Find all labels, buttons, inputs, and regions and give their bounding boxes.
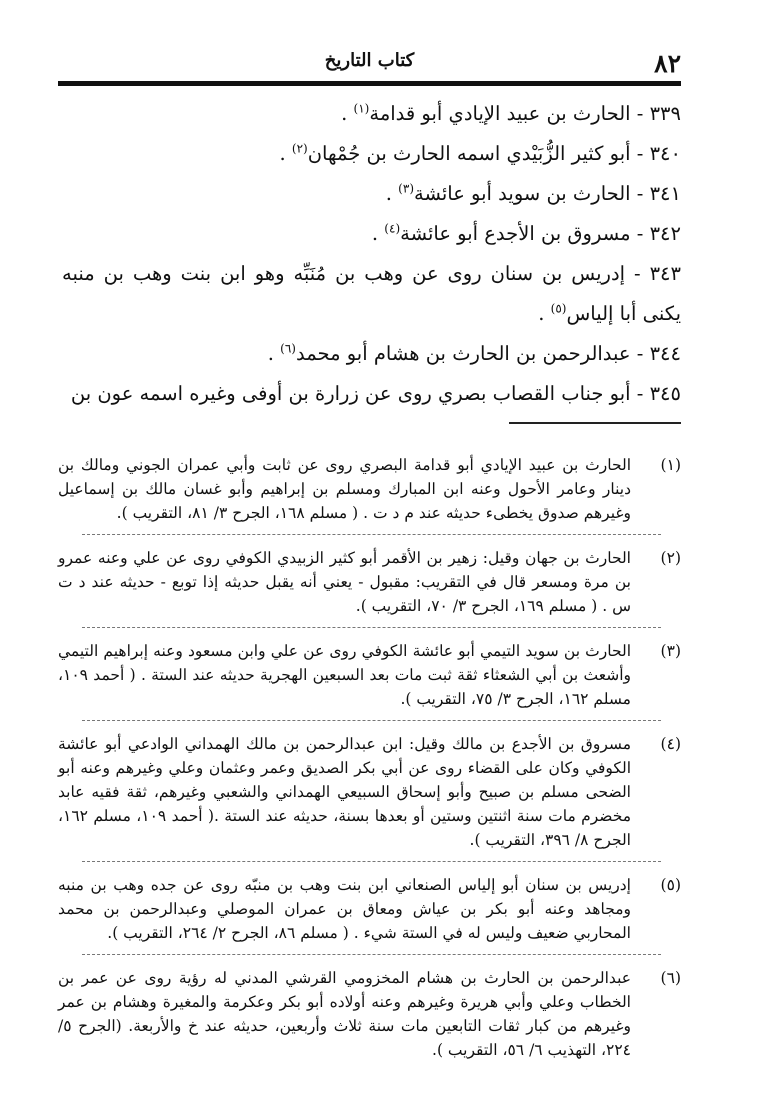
entry-text: أبو كثير الزُّبَيْدي اسمه الحارث بن جُمْهان — [307, 142, 631, 165]
entry-tail: . — [267, 342, 281, 365]
footnote-divider — [82, 720, 661, 722]
entry-340 — [62, 134, 681, 174]
footnote-4 — [58, 732, 681, 852]
footnote-ref: (٢) — [291, 141, 308, 156]
footnote-divider — [82, 954, 661, 956]
entry-text: عبدالرحمن بن الحارث بن هشام أبو محمد — [295, 342, 631, 365]
entry-number: ٣٤١ — [649, 182, 681, 205]
entry-separator: - — [630, 382, 650, 405]
footnote-ref: (٣) — [398, 181, 414, 196]
entry-text: الحارث بن سويد أبو عائشة — [414, 182, 631, 205]
footnote-text: الحارث بن سويد التيمي أبو عائشة الكوفي روى عن علي وابن مسعود وعنه إبراهيم التيمي وأشعث بن أبي الشعثاء ثقة ثبت مات بعد السبعين الهجرية حديثه عند الستة . ( أحمد ١٠٩، مسلم ١٦٢، الجرح ٣/ ٧٥، التقريب ). — [58, 642, 632, 708]
running-title: كتاب التاريخ — [324, 50, 415, 71]
entry-number: ٣٤٥ — [649, 382, 681, 405]
entry-text: أبو جناب القصاب بصري روى عن زرارة بن أوفى وغيره اسمه عون بن — [70, 382, 631, 405]
footnote-5 — [58, 873, 681, 945]
entry-343 — [62, 254, 681, 334]
footnote-ref: (٤) — [384, 221, 401, 236]
header-rule — [58, 81, 681, 86]
footnote-marker: (١) — [660, 456, 681, 474]
entry-separator: - — [630, 142, 650, 165]
entry-342 — [62, 214, 681, 254]
footnote-2 — [58, 546, 681, 618]
footnote-3 — [58, 639, 681, 711]
footnote-1 — [58, 453, 681, 525]
entry-separator: - — [630, 102, 650, 125]
footnote-text: الحارث بن عبيد الإيادي أبو قدامة البصري روى عن ثابت وأبي عمران الجوني ومالك بن دينار وعامر الأحول وعنه ابن المبارك ومسلم بن إبراهيم وأبو غسان مالك بن إسماعيل وغيرهم صدوق يخطىء حديثه عند م د ت . ( مسلم ١٦٨، الجرح ٣/ ٨١، التقريب ). — [58, 456, 631, 522]
entry-341 — [62, 174, 681, 214]
entry-tail: . — [538, 302, 551, 325]
entry-text: إدريس بن سنان روى عن وهب بن مُنَبِّه وهو ابن بنت وهب بن منبه يكنى أبا إلياس — [62, 262, 681, 325]
footnote-ref: (٦) — [280, 341, 296, 356]
entry-number: ٣٣٩ — [649, 102, 681, 125]
footnote-ref: (١) — [353, 101, 370, 116]
footnote-text: إدريس بن سنان أبو إلياس الصنعاني ابن بنت وهب بن منبّه روى عن جده وهب بن منبه ومجاهد وعنه أبو بكر بن عياش ومعاق بن عمران الموصلي وعبدالرحمن بن محمد المحاربي ضعيف وليس له في الستة شيء . ( مسلم ٨٦، الجرح ٢/ ٢٦٤، التقريب ). — [58, 876, 631, 942]
footnote-ref: (٥) — [550, 301, 567, 316]
footnote-marker: (٣) — [660, 642, 681, 660]
entry-separator: - — [630, 182, 650, 205]
footnote-marker: (٦) — [660, 969, 681, 987]
footnote-marker: (٥) — [660, 876, 681, 894]
footnote-text: الحارث بن جهان وقيل: زهير بن الأقمر أبو كثير الزبيدي الكوفي روى عن علي وعنه عمرو بن مرة ومسعر قال في التقريب: مقبول - يعني أنه يقبل حديثه إذا توبع - حديثه عند د ت س . ( مسلم ١٦٩، الجرح ٣/ ٧٠، التقريب ). — [58, 549, 631, 615]
entry-tail: . — [341, 102, 354, 125]
footnote-divider — [82, 861, 661, 863]
entry-number: ٣٤٣ — [649, 262, 681, 285]
entry-separator: - — [630, 342, 650, 365]
entry-number: ٣٤٢ — [649, 222, 681, 245]
page-header — [58, 40, 681, 76]
footnote-separator-rule — [509, 422, 681, 424]
entry-tail: . — [279, 142, 292, 165]
entry-list — [62, 94, 681, 414]
footnote-marker: (٤) — [660, 735, 681, 753]
entry-separator: - — [630, 222, 650, 245]
entry-345 — [62, 374, 681, 414]
entry-text: مسروق بن الأجدع أبو عائشة — [400, 222, 631, 245]
entry-344 — [62, 334, 681, 374]
entry-tail: . — [385, 182, 399, 205]
footnote-divider — [82, 627, 661, 629]
page-number: ٨٢ — [654, 49, 681, 78]
footnote-text: مسروق بن الأجدع بن مالك وقيل: ابن عبدالرحمن بن مالك الهمداني الوادعي أبو عائشة الكوفي وكان على القضاء روى عن أبي بكر الصديق وعمر وعثمان وعلي وغيرهم وعنه أبو الضحى مسلم بن صبيح وأبو إسحاق السبيعي الهمداني والشعبي وغيرهم، ثقة فقيه عابد مخضرم مات سنة اثنتين وستين أو بعدها بسنة، حديثه عند الستة .( أحمد ١٠٩، مسلم ١٦٢، الجرح ٨/ ٣٩٦، التقريب ). — [58, 735, 631, 849]
entry-separator: - — [625, 262, 650, 285]
footnote-text: عبدالرحمن بن الحارث بن هشام المخزومي القرشي المدني له رؤية روى عن عمر بن الخطاب وعلي وأبي هريرة وغيرهم وعنه أولاده أبو بكر وعكرمة والمغيرة وهشام بن عمر وغيرهم من كبار ثقات التابعين مات سنة ثلاث وأربعين، حديثه عند خ والأربعة. (الجرح ٥/ ٢٢٤، التهذيب ٦/ ٥٦، التقريب ). — [58, 969, 631, 1059]
footnote-divider — [82, 534, 661, 536]
entry-number: ٣٤٤ — [649, 342, 681, 365]
entry-tail: . — [371, 222, 385, 245]
footnote-6 — [58, 966, 681, 1062]
entry-339 — [62, 94, 681, 134]
entry-number: ٣٤٠ — [649, 142, 681, 165]
footnote-marker: (٢) — [660, 549, 681, 567]
footnote-list — [58, 453, 681, 1062]
entry-text: الحارث بن عبيد الإيادي أبو قدامة — [369, 102, 631, 125]
